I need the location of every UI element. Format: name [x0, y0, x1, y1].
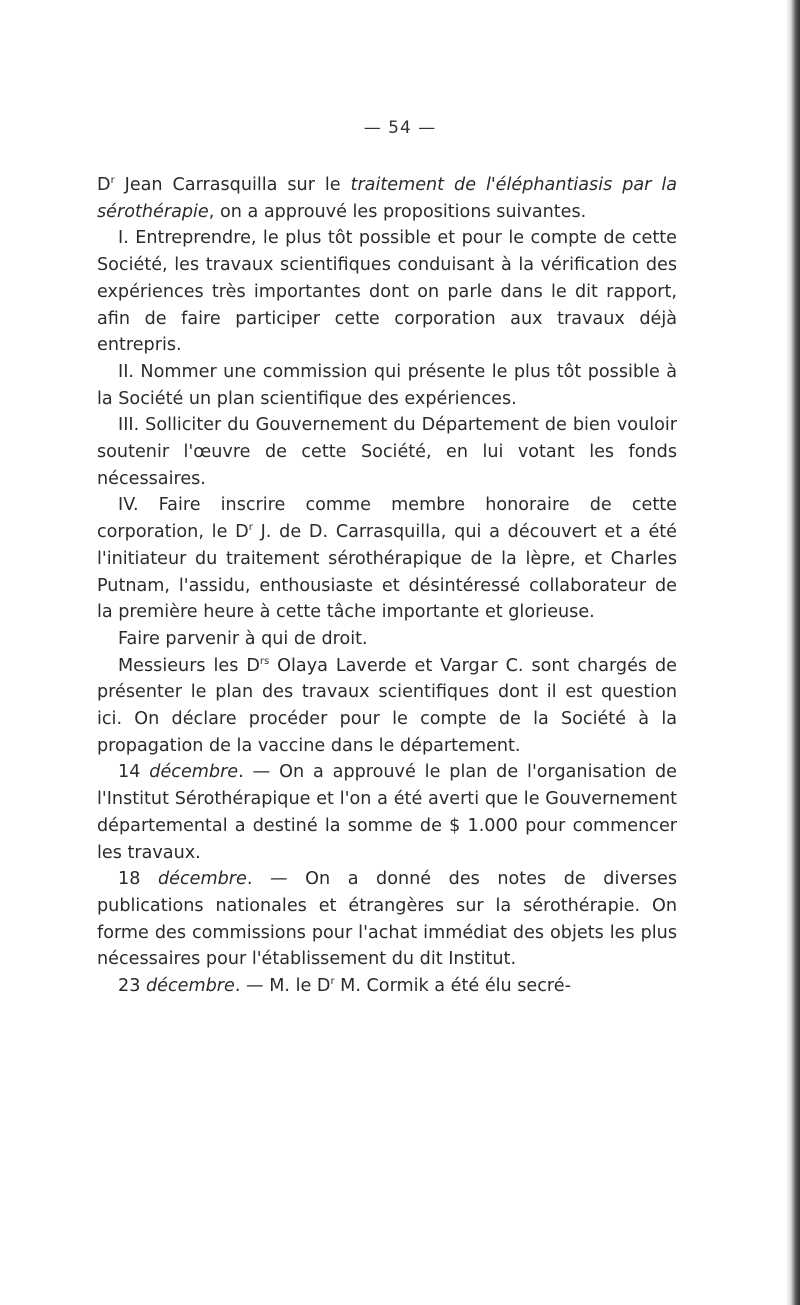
p7-superscript: rs — [259, 655, 270, 667]
p7-text-a: Messieurs les D — [118, 655, 260, 676]
paragraph-2: I. Entreprendre, le plus tôt possible et pour le compte de cette Société, les travaux scientifiques conduisant à la vérification des expériences très importantes dont on parle dans le dit rapport, afin de faire participer cette corporation aux travaux déjà entrepris. — [97, 228, 677, 356]
paragraph-3: II. Nommer une commission qui présente le plus tôt possible à la Société un plan scientifique des expériences. — [97, 361, 677, 409]
paragraph-6: Faire parvenir à qui de droit. — [118, 628, 368, 649]
p8-date-month: décembre — [149, 762, 239, 783]
paragraph-8 — [97, 759, 677, 866]
p9-date-day: 18 — [118, 869, 158, 890]
p1-text-d: , on a approuvé les propositions suivantes. — [208, 201, 587, 222]
p5-text-a: IV. Faire inscrire comme membre honoraire de cette corporation, le D — [97, 495, 677, 543]
page-number: — 54 — — [363, 118, 437, 138]
p10-date-month: décembre — [145, 976, 235, 997]
p5-superscript: r — [248, 522, 253, 534]
p9-date-month: décembre — [157, 869, 247, 890]
p5-text-b: J. de D. Carrasquilla, qui a découvert et a été l'initiateur du traitement sérothérapique de la lèpre, et Charles Putnam, l'assidu, enthousiaste et désintéressé collaborateur de la première heure à cette tâche importante et glorieuse. — [97, 522, 677, 623]
paragraph-7 — [97, 653, 677, 760]
paragraph-10 — [97, 973, 677, 1000]
p8-date-day: 14 — [118, 762, 150, 783]
p1-text-b: Jean Carrasquilla sur le — [114, 175, 351, 195]
p10-text-c: M. Cormik a été élu secré- — [334, 976, 571, 997]
p8-text-c: 1.000 pour commencer les travaux. — [97, 815, 678, 863]
currency-symbol: $ — [449, 815, 461, 836]
p10-superscript: r — [330, 976, 335, 988]
p8-text-b: . — On a approuvé le plan de l'organisation de l'Institut Sérothérapique et l'on a été averti que le Gouvernement départemental a destiné la somme de — [97, 762, 677, 836]
p1-italic-title: traitement de l'éléphantiasis par la sérothérapie — [97, 175, 677, 222]
paragraph-9 — [97, 866, 677, 973]
p7-text-b: Olaya Laverde et Vargar C. sont chargés de présenter le plan des travaux scientifiques dont il est question ici. On déclare procéder pour le compte de la Société à la propagation de la vaccine dans le département. — [97, 655, 677, 756]
p10-text-b: . — M. le D — [234, 976, 331, 997]
page-binding-edge — [786, 0, 800, 1305]
p10-date-day: 23 — [118, 976, 146, 997]
p9-text-b: . — On a donné des notes de diverses publications nationales et étrangères sur la sérothérapie. On forme des commissions pour l'achat immédiat des objets les plus nécessaires pour l'établissement du dit Institut. — [97, 869, 677, 970]
paragraph-4: III. Solliciter du Gouvernement du Département de bien vouloir soutenir l'œuvre de cette Société, en lui votant les fonds nécessaires. — [97, 415, 677, 489]
paragraph-1 — [97, 172, 677, 225]
p1-text-a: D — [97, 175, 111, 195]
paragraph-5 — [97, 492, 677, 626]
body-text — [97, 172, 677, 1000]
p1-superscript: r — [110, 175, 115, 187]
